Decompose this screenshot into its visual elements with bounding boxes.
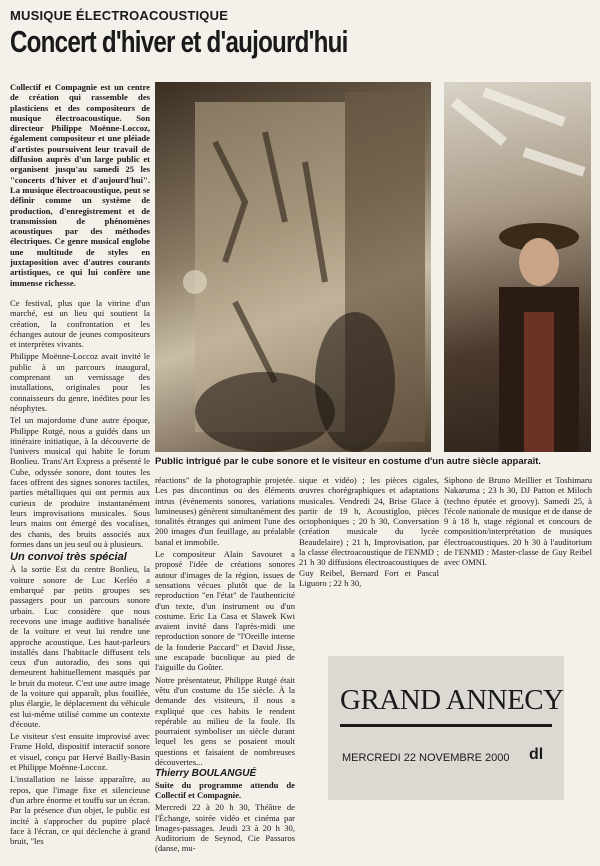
newspaper-logo: dl: [529, 746, 544, 763]
article-paragraph: Notre présentateur, Philippe Rutgé était vêtu d'un costume du 15e siècle. À la demande des visiteurs, il nous a expliqué que ces habits le rendent repérable au milieu de la foule. Ils pourraient symboliser un siècle durant lequel les gens se posaient moult questions et faisaient de nombreuses découvertes...: [155, 674, 295, 768]
program-intro: Suite du programme attendu de Collectif et Compagnie.: [155, 779, 295, 800]
article-paragraph: Le visiteur s'est ensuite improvisé avec Frame Hold, dispositif interactif sonore et visuel, conçu par Hervé Bailly-Basin et Philippe Moënne-Loccoz.: [10, 731, 150, 773]
subheading: Un convoi très spécial: [10, 551, 127, 564]
article-paragraph: Tel un majordome d'une autre époque, Philippe Rutgé, nous a guidés dans un itinéraire initiatique, à la découverte de l'univers musical qui habite le forum Bonlieu. Trans'Art Express a présenté le Cube, odyssée sonore, dont toutes les faces offrent des signes sonores tactiles, parties métalliques qui ont permis aux curieux de produire instantanément leurs improvisations musicales. Sous leurs mains ont émergé des vocalises, des chants, des bruits associés aux formes dans un jeu seul ou à plusieurs.: [10, 415, 150, 549]
edition-title: GRAND ANNECY: [340, 684, 564, 716]
article-paragraph: Ce festival, plus que la vitrine d'un marché, est un lieu qui soutient la création, la confrontation et les échanges autour de jeunes compositeurs et interprètes vivants.: [10, 298, 150, 350]
edition-date: MERCREDI 22 NOVEMBRE 2000: [342, 752, 510, 764]
program-text: Mercredi 22 à 20 h 30, Théâtre de l'Échange, soirée vidéo et cinéma par Images-passages. Jeudi 23 à 20 h 30, Auditorium de Seynod, Cie Passaros (danse, mu-: [155, 802, 295, 854]
article-column-3: [299, 475, 439, 590]
article-column-1-continued: [10, 298, 150, 848]
article-column-1: [10, 82, 150, 290]
article-paragraph: réactions" de la photographie projetée. Les pas discontinus ou des éléments intrus (événements sonores, variations lumineuses) génèrent simultanément des tonalités étranges qui animent l'une des 200 images d'un feuillage, au préalable banal et immobile.: [155, 475, 295, 547]
article-paragraph: Collectif et Compagnie est un centre de création qui rassemble des plasticiens et des compositeurs de musique électroacoustique. Son directeur Philippe Moënne-Loccoz, également compositeur et une pléiade d'artistes poursuivent leur travail de diffusion auprès d'un large public et organisent jusqu'au samedi 25 les "concerts d'hiver et d'aujourd'hui". La musique électroacoustique, peut se définir comme un système de production, d'enregistrement et de transmission de phénomènes acoustiques par des méthodes électriques. Ce genre musical englobe une multitude de styles en juxtaposition avec d'autres courants artistiques, ce qui lui confère une immense richesse.: [10, 82, 150, 288]
edition-box: [328, 656, 564, 800]
article-column-2: [155, 475, 295, 856]
photo-costumed-visitor: [444, 82, 591, 452]
article-paragraph: À la sortie Est du centre Bonlieu, la voiture sonore de Luc Kerléo a embarqué par petits groupes ses passagers pour un parcours sonore urbain. Luc considère que nous recevons une image auditive banalisée de la voiture et veut lui rendre une approche acoustique. Les haut-parleurs installés dans l'habitacle diffusent tels ceux d'un autoradio, des sons qui demeurent habituellement masqués par le bruit du moteur. C'est une autre image de la voiture qui apparaît, plus fouillée, plus élargie, le déplacement du véhicule est lui-même utilisé comme un contexte d'écoute.: [10, 564, 150, 729]
headline: Concert d'hiver et d'aujourd'hui: [10, 24, 348, 59]
section-rubric: MUSIQUE ÉLECTROACOUSTIQUE: [10, 8, 229, 23]
photo-sound-cube: [155, 82, 431, 452]
article-paragraph: Philippe Moënne-Loccoz avait invité le public à un parcours inaugural, comprenant un vernissage des installations, originales pour les connaisseurs du genre, inédites pour les néophytes.: [10, 351, 150, 413]
program-text: sique et vidéo) ; les pièces cigales, œuvres chorégraphiques et adaptations musicales. Vendredi 24, Brise Glace à partir de 19 h, Acoustigloo, pièces octophoniques ; 20 h 30, Conversation (création musicale du lycée Beaudelaire) ; 21 h, Improvisation, par la classe électroacoustique de l'ENMD ; 21 h 30 diffusions électroacoustiques de Guy Reibel, Bernard Fort et Pascal Liguoro ; 22 h 30,: [299, 475, 439, 588]
article-paragraph: Le compositeur Alain Savouret a proposé l'idée de créations sonores autour d'images de la région, issues de sensations vécues plutôt que de la reproduction "en l'état" de l'authenticité d'un texte, d'un instrument ou d'un costume. Eric La Casa et Slawek Kwi avaient invité dans l'après-midi une reproduction sonore de "l'Oreille interne de la fonderie Paccard" et David Jisse, une escapade bucolique au pied de l'aiguille du Goûter.: [155, 549, 295, 673]
author-byline: Thierry BOULANGUÉ: [155, 768, 257, 780]
photo-sound-cube-illustration: [155, 82, 431, 452]
article-paragraph: L'installation ne laisse apparaître, au repos, que l'image fixe et silencieuse d'un arbre énorme et touffu sur un écran. Par la présence d'un objet, le public est incité à s'approcher du pupitre placé face à l'écran, ce qui déclenche à grand bruit, "les: [10, 774, 150, 847]
photo-caption: Public intrigué par le cube sonore et le visiteur en costume d'un autre siècle apparaît.: [155, 456, 542, 467]
program-text: Siphono de Bruno Meillier et Toshimaru Nakaruma ; 23 h 30, DJ Patton et Miloch (techno éputée et groovy). Samedi 25, à l'école nationale de musique et de danse de 9 à 18 h, stage régional et concours de composition/interprétation de musiques électroacoustiques. 20 h 30 à l'auditorium de l'ENMD : Master-classe de Guy Reibel avec OMNI.: [444, 475, 592, 568]
edition-divider: [340, 724, 552, 727]
article-column-4: [444, 475, 592, 570]
photo-costumed-visitor-illustration: [444, 82, 591, 452]
